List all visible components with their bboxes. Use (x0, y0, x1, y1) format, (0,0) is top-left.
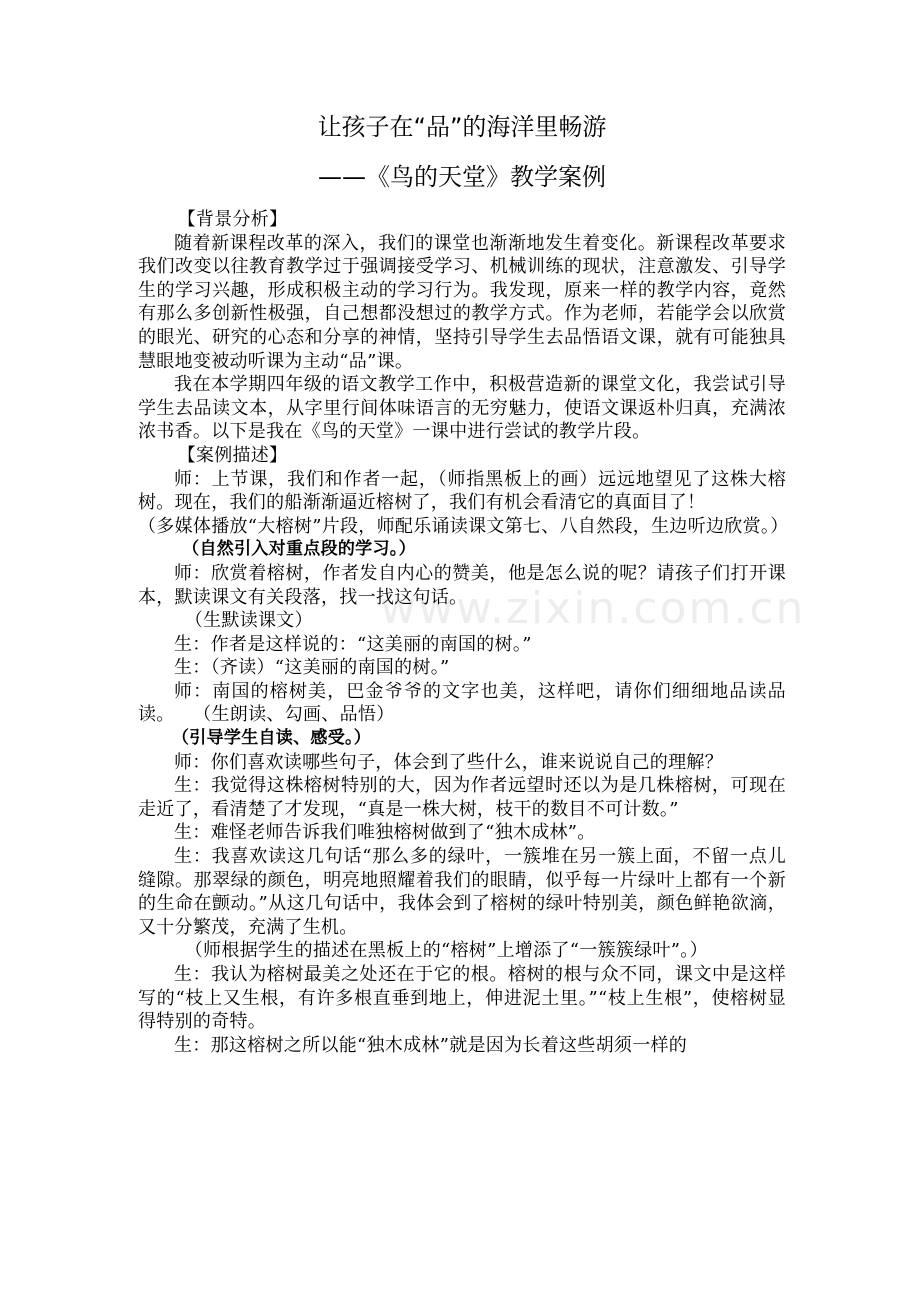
paragraph: 生：我觉得这株榕树特别的大，因为作者远望时还以为是几株榕树，可现在走近了，看清楚了才发现，“真是一株大树，枝干的数目不可计数。” (138, 775, 786, 820)
document-title: 让孩子在“品”的海洋里畅游 (317, 113, 607, 141)
paragraph: 师：欣赏着榕树，作者发自内心的赞美，他是怎么说的呢？请孩子们打开课本，默读课文有关段落，找一找这句话。 (138, 562, 786, 608)
paragraph: （师根据学生的描述在黑板上的“榕树”上增添了“一簇簇绿叶”。） (184, 940, 708, 962)
document-subtitle: ——《鸟的天堂》教学案例 (318, 163, 606, 191)
section-heading-background: 【背景分析】 (177, 209, 288, 230)
paragraph: 我在本学期四年级的语文教学工作中，积极营造新的课堂文化，我尝试引导学生去品读文本，从字里行间体味语言的无穷魅力，使语文课返朴归真，充满浓浓书香。以下是我在《鸟的天堂》一课中进行尝试的教学片段。 (138, 374, 786, 443)
paragraph: （多媒体播放“大榕树”片段，师配乐诵读课文第七、八自然段，生边听边欣赏。） (138, 515, 789, 537)
paragraph: 随着新课程改革的深入，我们的课堂也渐渐地发生着变化。新课程改革要求我们改变以往教育教学过于强调接受学习、机械训练的现状，注意激发、引导学生的学习兴趣，形成积极主动的学习行为。我发现，原来一样的教学内容，竟然有那么多创新性极强，自己想都没想过的教学方式。作为老师，若能学会以欣赏的眼光、研究的心态和分享的神情，坚持引导学生去品悟语文课，就有可能独具慧眼地变被动听课为主动“品”课。 (138, 232, 786, 372)
paragraph: 生：那这榕树之所以能“独木成林”就是因为长着这些胡须一样的 (174, 1034, 688, 1056)
paragraph: 师：上节课，我们和作者一起，（师指黑板上的画）远远地望见了这株大榕树。现在，我们的船渐渐逼近榕树了，我们有机会看清它的真面目了！ (138, 468, 786, 514)
paragraph: （生默读课文） (184, 610, 313, 632)
document-page (138, 110, 789, 1057)
teaching-note: （自然引入对重点段的学习。） (182, 539, 416, 560)
paragraph: 生：我喜欢读这几句话“那么多的绿叶，一簇堆在另一簇上面，不留一点儿缝隙。那翠绿的颜色，明亮地照耀着我们的眼睛，似乎每一片绿叶上都有一个新的生命在颤动。”从这几句话中，我体会到了榕树的绿叶特别美，颜色鲜艳欲滴，又十分繁茂，充满了生机。 (138, 846, 786, 938)
teaching-note: （引导学生自读、感受。） (172, 728, 372, 749)
paragraph: 生：（齐读）“这美丽的南国的树。” (174, 657, 450, 679)
paragraph: 生：难怪老师告诉我们唯独榕树做到了“独木成林”。 (174, 822, 596, 844)
paragraph: 师：南国的榕树美，巴金爷爷的文字也美，这样吧，请你们细细地品读品读。 （生朗读、勾画、品悟） (138, 680, 786, 726)
paragraph: 生：我认为榕树最美之处还在于它的根。榕树的根与众不同，课文中是这样写的“枝上又生根，有许多根直垂到地上，伸进泥土里。”“枝上生根”，使榕树显得特别的奇特。 (138, 964, 786, 1033)
paragraph: 师：你们喜欢读哪些句子，体会到了些什么，谁来说说自己的理解？ (174, 751, 723, 773)
section-heading-case: 【案例描述】 (177, 444, 288, 466)
paragraph: 生：作者是这样说的：“这美丽的南国的树。” (174, 633, 532, 655)
watermark: www.zixin.com.cn (380, 583, 806, 634)
